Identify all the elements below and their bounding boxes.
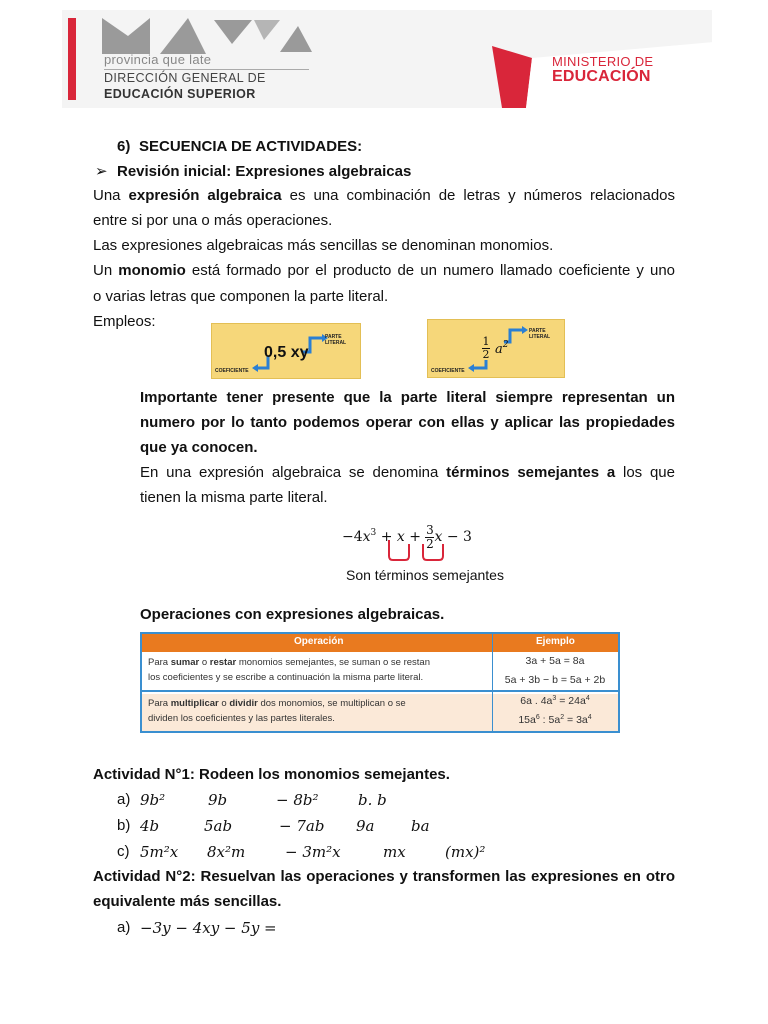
like-terms-brackets-icon bbox=[385, 538, 445, 564]
example-2-fraction: 1 2 bbox=[482, 335, 490, 361]
direccion-line2: EDUCACIÓN SUPERIOR bbox=[104, 87, 256, 101]
example-2-variable: $a^2$ bbox=[495, 340, 509, 357]
operations-table bbox=[140, 632, 620, 733]
activity1-b-term-4: 9a bbox=[356, 817, 375, 835]
like-terms-formula: $-4x^3 + x$ + $\frac{3}{2}$ x − 3 bbox=[342, 523, 472, 551]
example-1-literal-label: PARTE LITERAL bbox=[325, 334, 347, 346]
like-terms-caption: Son términos semejantes bbox=[346, 567, 504, 583]
important-line-3: que ya conocen. bbox=[140, 439, 258, 456]
ministerio-line1: MINISTERIO DE bbox=[552, 54, 654, 69]
important-line-2: numero por lo tanto podemos operar con ellas y aplicar las propiedades bbox=[140, 414, 675, 431]
important-line-5: tienen la misma parte literal. bbox=[140, 489, 328, 506]
header-operacion: Operación bbox=[294, 636, 344, 647]
table-column-divider bbox=[492, 634, 493, 731]
example-2-coef-label: COEFICIENTE bbox=[431, 368, 465, 374]
row2-example-1: 6a . $4a^3 = 24a^4$ bbox=[520, 695, 590, 707]
intro-paragraph-3-line2: o varias letras que componen la parte literal. bbox=[93, 288, 389, 305]
activity1-c-term-4: mx bbox=[383, 843, 406, 861]
activity1-b-label: b) bbox=[117, 817, 131, 834]
activity1-a-term-4: b. b bbox=[358, 791, 387, 809]
header-ejemplo: Ejemplo bbox=[536, 636, 575, 647]
row2-example-2: $15a^6$ : $5a^2 = 3a^4$ bbox=[518, 714, 592, 726]
monomial-example-1 bbox=[211, 323, 361, 379]
direccion-line1: DIRECCIÓN GENERAL DE bbox=[104, 71, 266, 85]
logo-tagline: provincia que late bbox=[104, 52, 212, 67]
activity1-a-term-1: 9b² bbox=[140, 791, 166, 809]
activity1-c-term-1: 5m²x bbox=[140, 843, 179, 861]
header-accent-bar bbox=[68, 18, 76, 100]
activity2-a-label: a) bbox=[117, 919, 131, 936]
intro-paragraph-2: Las expresiones algebraicas más sencillas se denominan monomios. bbox=[93, 237, 554, 254]
intro-paragraph-1-line2: entre si por una o más operaciones. bbox=[93, 212, 333, 229]
operations-table-header bbox=[142, 634, 618, 652]
page-header bbox=[62, 10, 712, 108]
row1-description: Para sumar o restar monomios semejantes, se suman o se restan los coeficientes y se escribe a continuación la misma parte literal. bbox=[148, 657, 431, 683]
activity1-a-term-2: 9b bbox=[208, 791, 228, 809]
intro-paragraph-1: Una expresión algebraica es una combinación de letras y números relacionados bbox=[93, 187, 675, 204]
intro-paragraph-3: Un monomio está formado por el producto de un numero llamado coeficiente y uno bbox=[93, 262, 676, 279]
row2-description: Para multiplicar o dividir dos monomios, se multiplican o se dividen los coeficientes y las partes literales. bbox=[148, 698, 406, 724]
activity2-a-expression: −3y − 4xy − 5y = bbox=[140, 919, 277, 937]
row1-example-2: 5a + 3b − b = 5a + 2b bbox=[504, 674, 606, 686]
operations-title: Operaciones con expresiones algebraicas. bbox=[140, 606, 445, 623]
monomial-example-2 bbox=[427, 319, 565, 378]
province-logo-shapes bbox=[102, 18, 312, 54]
activity1-title: Actividad N°1: Rodeen los monomios semejantes. bbox=[93, 766, 450, 783]
example-1-coef-label: COEFICIENTE bbox=[215, 368, 249, 374]
table-row-mult-div bbox=[142, 694, 618, 731]
bullet-arrow-icon: ➢ bbox=[95, 163, 108, 180]
activity1-c-term-5: (mx)² bbox=[445, 843, 486, 861]
table-row-suma-resta bbox=[142, 652, 618, 692]
activity1-a-label: a) bbox=[117, 791, 131, 808]
empleos-label: Empleos: bbox=[93, 313, 156, 330]
activity1-c-term-2: 8x²m bbox=[207, 843, 246, 861]
section-title: SECUENCIA DE ACTIVIDADES: bbox=[139, 138, 363, 155]
section-number: 6) bbox=[117, 138, 131, 155]
activity2-title-line1: Actividad N°2: Resuelvan las operaciones y transformen las expresiones en otro bbox=[93, 868, 675, 885]
important-line-1: Importante tener presente que la parte literal siempre representan un bbox=[140, 389, 675, 406]
row1-example-1: 3a + 5a = 8a bbox=[525, 655, 585, 667]
activity1-b-term-5: ba bbox=[411, 817, 430, 835]
activity1-c-term-3: − 3m²x bbox=[285, 843, 341, 861]
activity2-title-line2: equivalente más sencillas. bbox=[93, 893, 282, 910]
activity1-b-term-2: 5ab bbox=[204, 817, 233, 835]
example-1-expression: 0,5 xy bbox=[264, 344, 309, 361]
important-line-4: En una expresión algebraica se denomina términos semejantes a los que bbox=[140, 464, 675, 481]
example-2-literal-label: PARTE LITERAL bbox=[529, 328, 551, 340]
activity1-b-term-1: 4b bbox=[140, 817, 160, 835]
logo-divider bbox=[104, 69, 309, 70]
activity1-c-label: c) bbox=[117, 843, 130, 860]
activity1-b-term-3: − 7ab bbox=[279, 817, 325, 835]
ministerio-line2: EDUCACIÓN bbox=[552, 68, 651, 85]
activity1-a-term-3: − 8b² bbox=[276, 791, 319, 809]
section-subtitle: Revisión inicial: Expresiones algebraicas bbox=[117, 163, 412, 180]
